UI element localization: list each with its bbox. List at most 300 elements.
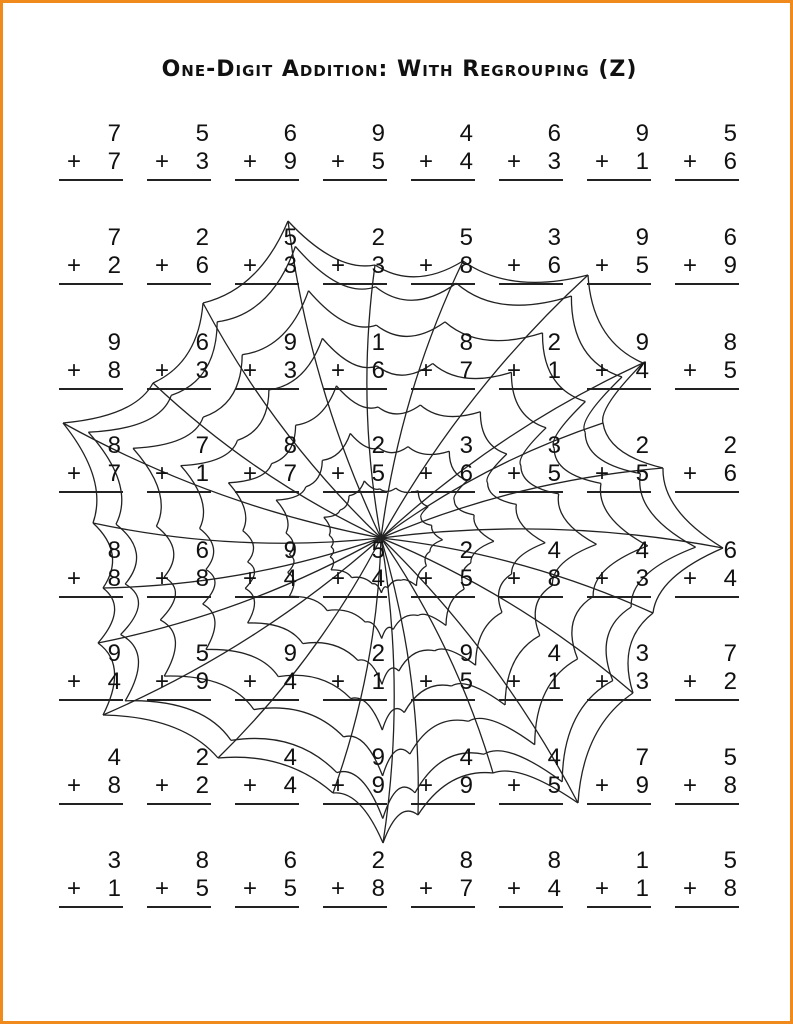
plus-sign: + [243, 668, 258, 695]
plus-sign: + [419, 357, 434, 384]
addition-problem [323, 848, 387, 910]
addition-problem [675, 121, 739, 183]
bottom-line [59, 253, 123, 279]
plus-sign: + [419, 565, 434, 592]
top-addend: 8 [195, 847, 209, 874]
addition-problem [587, 330, 651, 392]
plus-sign: + [419, 668, 434, 695]
answer-line [59, 699, 123, 701]
top-addend: 6 [283, 847, 297, 874]
addition-problem [235, 538, 299, 600]
bottom-line [499, 253, 563, 279]
top-addend: 9 [107, 329, 121, 356]
plus-sign: + [67, 875, 82, 902]
top-addend: 6 [195, 329, 209, 356]
addition-problem [499, 225, 563, 287]
bottom-line [411, 773, 475, 799]
bottom-line [411, 669, 475, 695]
addition-problem [235, 641, 299, 703]
bottom-addend: 9 [371, 772, 385, 799]
bottom-line [147, 566, 211, 592]
addition-problem [587, 848, 651, 910]
answer-line [147, 803, 211, 805]
bottom-addend: 8 [547, 565, 561, 592]
bottom-addend: 4 [283, 565, 297, 592]
top-addend: 7 [107, 120, 121, 147]
addition-problem [587, 641, 651, 703]
bottom-line [587, 669, 651, 695]
bottom-line [675, 566, 739, 592]
answer-line [587, 491, 651, 493]
addition-problem [59, 641, 123, 703]
answer-line [147, 596, 211, 598]
top-addend: 4 [547, 640, 561, 667]
addition-problem [59, 745, 123, 807]
addition-problem [323, 225, 387, 287]
bottom-line [587, 149, 651, 175]
top-addend: 2 [371, 847, 385, 874]
answer-line [675, 491, 739, 493]
bottom-line [675, 669, 739, 695]
answer-line [587, 283, 651, 285]
answer-line [235, 179, 299, 181]
top-addend: 2 [459, 537, 473, 564]
answer-line [411, 388, 475, 390]
bottom-line [323, 253, 387, 279]
top-addend: 4 [107, 744, 121, 771]
addition-problem [323, 433, 387, 495]
bottom-line [499, 358, 563, 384]
bottom-addend: 8 [371, 875, 385, 902]
plus-sign: + [155, 875, 170, 902]
plus-sign: + [419, 460, 434, 487]
bottom-line [235, 773, 299, 799]
addition-problem [411, 433, 475, 495]
answer-line [235, 906, 299, 908]
bottom-line [675, 461, 739, 487]
addition-problem [411, 641, 475, 703]
bottom-addend: 4 [459, 148, 473, 175]
bottom-addend: 1 [107, 875, 121, 902]
bottom-line [235, 876, 299, 902]
bottom-addend: 3 [283, 357, 297, 384]
addition-problem [59, 538, 123, 600]
bottom-addend: 6 [459, 460, 473, 487]
bottom-line [587, 461, 651, 487]
plus-sign: + [507, 252, 522, 279]
bottom-addend: 7 [283, 460, 297, 487]
plus-sign: + [243, 875, 258, 902]
bottom-line [323, 773, 387, 799]
top-addend: 5 [283, 224, 297, 251]
answer-line [675, 906, 739, 908]
addition-problem [147, 745, 211, 807]
bottom-addend: 2 [723, 668, 737, 695]
plus-sign: + [507, 668, 522, 695]
plus-sign: + [507, 875, 522, 902]
top-addend: 6 [547, 120, 561, 147]
addition-problem [499, 538, 563, 600]
answer-line [675, 388, 739, 390]
top-addend: 3 [107, 847, 121, 874]
addition-problem [235, 848, 299, 910]
plus-sign: + [331, 252, 346, 279]
plus-sign: + [595, 565, 610, 592]
top-addend: 3 [459, 432, 473, 459]
plus-sign: + [155, 460, 170, 487]
answer-line [675, 596, 739, 598]
bottom-line [411, 253, 475, 279]
answer-line [411, 596, 475, 598]
top-addend: 2 [547, 329, 561, 356]
top-addend: 4 [547, 537, 561, 564]
addition-problem [499, 745, 563, 807]
bottom-addend: 5 [371, 460, 385, 487]
bottom-addend: 8 [723, 875, 737, 902]
bottom-line [59, 773, 123, 799]
answer-line [675, 283, 739, 285]
top-addend: 9 [635, 224, 649, 251]
addition-problem [323, 641, 387, 703]
plus-sign: + [419, 772, 434, 799]
plus-sign: + [67, 668, 82, 695]
bottom-addend: 5 [195, 875, 209, 902]
bottom-addend: 5 [635, 252, 649, 279]
answer-line [235, 699, 299, 701]
plus-sign: + [683, 252, 698, 279]
answer-line [411, 906, 475, 908]
bottom-addend: 3 [547, 148, 561, 175]
plus-sign: + [683, 875, 698, 902]
bottom-addend: 5 [635, 460, 649, 487]
plus-sign: + [595, 772, 610, 799]
answer-line [59, 596, 123, 598]
answer-line [587, 596, 651, 598]
plus-sign: + [67, 357, 82, 384]
bottom-line [411, 876, 475, 902]
top-addend: 9 [371, 744, 385, 771]
answer-line [323, 283, 387, 285]
addition-problem [499, 330, 563, 392]
addition-problem [235, 121, 299, 183]
bottom-addend: 7 [107, 460, 121, 487]
bottom-line [323, 669, 387, 695]
bottom-line [587, 358, 651, 384]
plus-sign: + [155, 565, 170, 592]
bottom-addend: 2 [195, 772, 209, 799]
worksheet-title: One-Digit Addition: With Regrouping (Z) [161, 57, 638, 82]
addition-problem [675, 330, 739, 392]
bottom-addend: 6 [547, 252, 561, 279]
addition-problem [147, 538, 211, 600]
answer-line [499, 699, 563, 701]
plus-sign: + [595, 875, 610, 902]
answer-line [59, 388, 123, 390]
bottom-line [147, 358, 211, 384]
plus-sign: + [67, 460, 82, 487]
bottom-addend: 5 [459, 565, 473, 592]
addition-problem [499, 433, 563, 495]
bottom-addend: 9 [283, 148, 297, 175]
addition-problem [587, 538, 651, 600]
plus-sign: + [683, 565, 698, 592]
bottom-addend: 8 [107, 357, 121, 384]
bottom-line [235, 253, 299, 279]
plus-sign: + [155, 148, 170, 175]
addition-problem [59, 121, 123, 183]
bottom-line [587, 876, 651, 902]
bottom-line [59, 461, 123, 487]
bottom-line [587, 253, 651, 279]
top-addend: 4 [547, 744, 561, 771]
top-addend: 5 [195, 120, 209, 147]
plus-sign: + [67, 772, 82, 799]
addition-problem [587, 745, 651, 807]
top-addend: 5 [459, 224, 473, 251]
top-addend: 9 [283, 329, 297, 356]
plus-sign: + [507, 460, 522, 487]
plus-sign: + [595, 668, 610, 695]
addition-problem [147, 848, 211, 910]
top-addend: 1 [635, 847, 649, 874]
bottom-line [235, 358, 299, 384]
bottom-line [411, 461, 475, 487]
addition-problem [587, 433, 651, 495]
answer-line [59, 283, 123, 285]
plus-sign: + [507, 148, 522, 175]
plus-sign: + [331, 460, 346, 487]
top-addend: 8 [107, 537, 121, 564]
bottom-addend: 3 [635, 668, 649, 695]
addition-problem [59, 330, 123, 392]
bottom-line [147, 461, 211, 487]
top-addend: 6 [723, 224, 737, 251]
bottom-line [499, 566, 563, 592]
addition-problem [587, 225, 651, 287]
answer-line [499, 596, 563, 598]
addition-problem [411, 121, 475, 183]
bottom-addend: 2 [107, 252, 121, 279]
answer-line [499, 388, 563, 390]
top-addend: 4 [635, 537, 649, 564]
plus-sign: + [683, 148, 698, 175]
top-addend: 8 [283, 432, 297, 459]
top-addend: 6 [195, 537, 209, 564]
bottom-addend: 9 [195, 668, 209, 695]
plus-sign: + [331, 148, 346, 175]
plus-sign: + [67, 148, 82, 175]
bottom-addend: 3 [371, 252, 385, 279]
bottom-addend: 8 [723, 772, 737, 799]
bottom-addend: 7 [459, 875, 473, 902]
addition-problem [411, 538, 475, 600]
addition-problem [499, 121, 563, 183]
bottom-addend: 6 [723, 148, 737, 175]
bottom-addend: 5 [547, 460, 561, 487]
addition-problem [675, 538, 739, 600]
top-addend: 9 [283, 537, 297, 564]
answer-line [235, 596, 299, 598]
answer-line [59, 491, 123, 493]
addition-problem [59, 848, 123, 910]
top-addend: 7 [195, 432, 209, 459]
addition-problem [499, 848, 563, 910]
answer-line [235, 388, 299, 390]
bottom-addend: 7 [107, 148, 121, 175]
bottom-line [587, 773, 651, 799]
plus-sign: + [507, 357, 522, 384]
bottom-addend: 4 [283, 772, 297, 799]
top-addend: 7 [635, 744, 649, 771]
plus-sign: + [331, 875, 346, 902]
answer-line [323, 388, 387, 390]
answer-line [323, 803, 387, 805]
answer-line [587, 179, 651, 181]
answer-line [411, 699, 475, 701]
answer-line [411, 283, 475, 285]
bottom-line [235, 566, 299, 592]
top-addend: 9 [283, 640, 297, 667]
addition-problem [147, 641, 211, 703]
bottom-line [235, 149, 299, 175]
addition-problem [235, 745, 299, 807]
addition-problem [323, 330, 387, 392]
top-addend: 9 [107, 640, 121, 667]
answer-line [675, 699, 739, 701]
top-addend: 6 [723, 537, 737, 564]
answer-line [499, 491, 563, 493]
bottom-addend: 5 [723, 357, 737, 384]
answer-line [147, 491, 211, 493]
bottom-addend: 4 [283, 668, 297, 695]
bottom-addend: 4 [107, 668, 121, 695]
bottom-line [59, 149, 123, 175]
addition-problem [499, 641, 563, 703]
bottom-addend: 5 [547, 772, 561, 799]
answer-line [323, 179, 387, 181]
answer-line [235, 491, 299, 493]
top-addend: 7 [107, 224, 121, 251]
addition-problem [411, 745, 475, 807]
addition-problem [147, 225, 211, 287]
bottom-addend: 1 [371, 668, 385, 695]
bottom-line [675, 876, 739, 902]
plus-sign: + [683, 460, 698, 487]
answer-line [323, 491, 387, 493]
plus-sign: + [243, 252, 258, 279]
addition-problem [675, 225, 739, 287]
answer-line [147, 388, 211, 390]
bottom-addend: 8 [107, 772, 121, 799]
plus-sign: + [419, 148, 434, 175]
bottom-addend: 4 [723, 565, 737, 592]
top-addend: 8 [547, 847, 561, 874]
addition-problem [235, 330, 299, 392]
bottom-line [675, 358, 739, 384]
answer-line [59, 906, 123, 908]
answer-line [323, 699, 387, 701]
bottom-line [147, 149, 211, 175]
bottom-addend: 9 [635, 772, 649, 799]
addition-problem [235, 225, 299, 287]
plus-sign: + [683, 357, 698, 384]
answer-line [411, 491, 475, 493]
bottom-line [587, 566, 651, 592]
bottom-addend: 9 [459, 772, 473, 799]
bottom-line [323, 461, 387, 487]
plus-sign: + [419, 875, 434, 902]
plus-sign: + [243, 148, 258, 175]
top-addend: 8 [107, 432, 121, 459]
top-addend: 5 [371, 537, 385, 564]
plus-sign: + [507, 565, 522, 592]
bottom-addend: 1 [547, 668, 561, 695]
top-addend: 5 [723, 120, 737, 147]
top-addend: 5 [723, 744, 737, 771]
addition-problem [323, 121, 387, 183]
bottom-line [675, 253, 739, 279]
bottom-addend: 6 [195, 252, 209, 279]
problem-grid [3, 3, 793, 1024]
top-addend: 8 [723, 329, 737, 356]
bottom-line [499, 149, 563, 175]
plus-sign: + [331, 772, 346, 799]
top-addend: 2 [195, 744, 209, 771]
addition-problem [147, 433, 211, 495]
plus-sign: + [243, 357, 258, 384]
plus-sign: + [243, 772, 258, 799]
bottom-line [147, 253, 211, 279]
bottom-addend: 4 [635, 357, 649, 384]
answer-line [587, 388, 651, 390]
plus-sign: + [155, 252, 170, 279]
bottom-addend: 8 [195, 565, 209, 592]
plus-sign: + [67, 252, 82, 279]
answer-line [147, 179, 211, 181]
addition-problem [675, 433, 739, 495]
top-addend: 9 [459, 640, 473, 667]
plus-sign: + [331, 357, 346, 384]
bottom-addend: 8 [107, 565, 121, 592]
bottom-line [323, 149, 387, 175]
top-addend: 4 [283, 744, 297, 771]
bottom-addend: 7 [459, 357, 473, 384]
answer-line [675, 179, 739, 181]
bottom-line [147, 669, 211, 695]
top-addend: 3 [547, 224, 561, 251]
answer-line [587, 699, 651, 701]
top-addend: 1 [371, 329, 385, 356]
addition-problem [235, 433, 299, 495]
bottom-addend: 4 [371, 565, 385, 592]
bottom-line [675, 773, 739, 799]
top-addend: 4 [459, 744, 473, 771]
bottom-line [59, 669, 123, 695]
top-addend: 9 [371, 120, 385, 147]
answer-line [499, 179, 563, 181]
addition-problem [587, 121, 651, 183]
bottom-addend: 5 [371, 148, 385, 175]
addition-problem [323, 745, 387, 807]
plus-sign: + [243, 460, 258, 487]
addition-problem [675, 641, 739, 703]
top-addend: 2 [635, 432, 649, 459]
bottom-line [147, 773, 211, 799]
bottom-addend: 3 [195, 357, 209, 384]
answer-line [587, 906, 651, 908]
plus-sign: + [155, 772, 170, 799]
plus-sign: + [683, 772, 698, 799]
